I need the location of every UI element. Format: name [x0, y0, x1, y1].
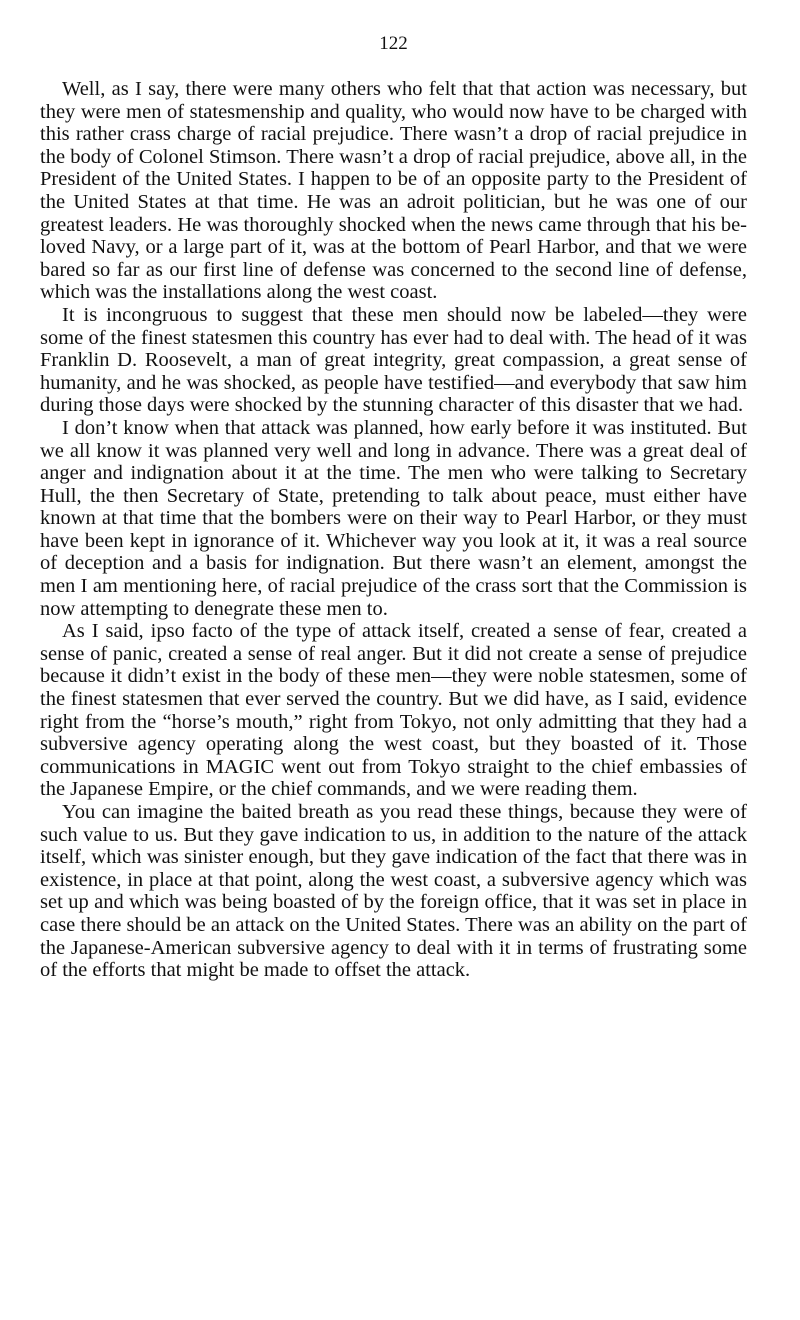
body-paragraph: It is incongruous to suggest that these men should now be labeled—they were some of the finest statesmen this country has ever had to deal with. The head of it was Franklin D. Roosevelt, a man of great integrity, great compassion, a great sense of humanity, and he was shocked, as people have testified—and everybody that saw him during those days were shocked by the stunning character of this disaster that we had. — [40, 303, 747, 417]
body-paragraph: Well, as I say, there were many others who felt that that action was necessary, but they were men of statesmenship and quality, who would now have to be charged with this rather crass charge of racial prejudice. There wasn’t a drop of racial prejudice in the body of Colonel Stimson. There wasn’t a drop of racial prejudice, above all, in the President of the United States. I happen to be of an opposite party to the President of the United States at that time. He was an adroit politician, but he was one of our greatest leaders. He was thoroughly shocked when the news came through that his beloved Navy, or a large part of it, was at the bottom of Pearl Harbor, and that we were bared so far as our first line of defense was concerned to the second line of defense, which was the installations along the west coast. — [40, 78, 747, 304]
page-number: 122 — [379, 33, 408, 54]
body-paragraph: You can imagine the baited breath as you read these things, because they were of such value to us. But they gave indication to us, in addition to the nature of the attack itself, which was sinister enough, but they gave indication of the fact that there was in existence, in place at that point, along the west coast, a subversive agency which was set up and which was being boasted of by the foreign office, that it was set in place in case there should be an attack on the United States. There was an ability on the part of the Japanese-American subversive agency to deal with it in terms of frustrating some of the efforts that might be made to offset the attack. — [40, 801, 747, 982]
body-paragraph: I don’t know when that attack was planned, how early before it was instituted. But we all know it was planned very well and long in advance. There was a great deal of anger and indignation about it at the time. The men who were talking to Secretary Hull, the then Secretary of State, pretending to talk about peace, must either have known at that time that the bombers were on their way to Pearl Harbor, or they must have been kept in ignorance of it. Whichever way you look at it, it was a real source of deception and a basis for indignation. But there wasn’t an element, amongst the men I am mentioning here, of racial prejudice of the crass sort that the Commission is now attempting to denegrate these men to. — [40, 416, 747, 620]
body-paragraph: As I said, ipso facto of the type of attack itself, created a sense of fear, created a sense of panic, created a sense of real anger. But it did not create a sense of prejudice because it didn’t exist in the body of these men—they were noble statesmen, some of the finest statesmen that ever served the country. But we did have, as I said, evidence right from the “horse’s mouth,” right from Tokyo, not only admitting that they had a subversive agency operating along the west coast, but they boasted of it. Those communications in MAGIC went out from Tokyo straight to the chief embassies of the Japanese Empire, or the chief commands, and we were reading them. — [40, 620, 747, 801]
document-page — [40, 30, 747, 982]
